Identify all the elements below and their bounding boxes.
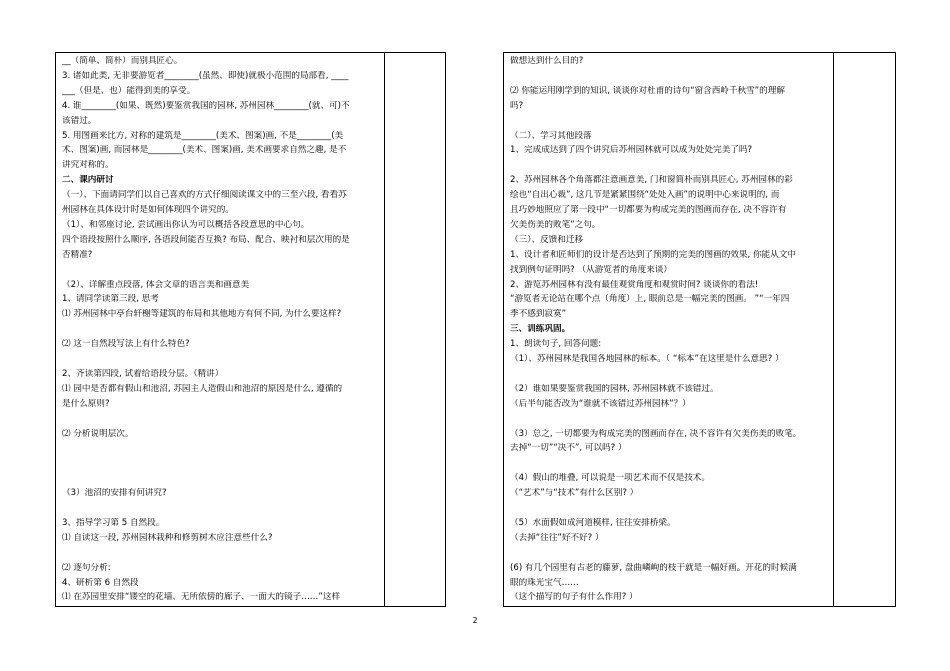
left-text-line: （1）、和邻座讨论, 尝试画出你认为可以概括各段意思的中心句。 bbox=[62, 219, 310, 230]
left-text-line: ⑵ 逐句分析: bbox=[62, 562, 111, 573]
left-text-line: ⑵ 这一自然段写法上有什么特色? bbox=[62, 339, 190, 350]
right-text-line: （三）、反馈和迁移 bbox=[510, 234, 584, 245]
left-text-line: 术、图案)画, 而园林是________(美术、图案)画, 美术画要求自然之趣, 是不 bbox=[62, 145, 347, 156]
left-main-cell bbox=[56, 53, 385, 606]
right-text-line: （4）假山的堆叠, 可以说是一项艺术而不仅是技术。 bbox=[510, 473, 710, 484]
right-text-line: （“艺术”与“技术”有什么区别? ） bbox=[510, 488, 639, 499]
left-text-line: （2）、详解重点段落, 体会文章的语言美和画意美 bbox=[62, 279, 250, 290]
left-text-line: 4. 谁________(如果、既然)要鉴赏我国的园林, 苏州园林________(就、可)不 bbox=[62, 100, 350, 111]
left-text-line: 州园林在具体设计时是如何体现四个讲究的。 bbox=[62, 205, 234, 215]
left-text-line: （一）、下面请同学们以自己喜欢的方式仔细阅读课文中的三至六段, 看看苏 bbox=[62, 190, 347, 201]
left-text-line: 四个语段按照什么顺序, 各语段间能否互换? 布局、配合、映衬和层次用的是 bbox=[62, 234, 350, 245]
right-text-line: ⑵ 你能运用刚学到的知识, 谈谈你对杜甫的诗句“窗含西岭千秋雪”的理解 bbox=[510, 85, 785, 96]
right-notes-cell bbox=[833, 53, 895, 606]
right-text-line: (6) 有几个园里有古老的藤萝, 盘曲嶙峋的枝干就是一幅好画。开花的时候满 bbox=[510, 562, 797, 573]
right-text-line: “游览者无论站在哪个点（角度）上, 眼前总是一幅完美的图画。 ”“一年四 bbox=[510, 294, 790, 305]
right-text-line: 且巧妙地照应了第一段中“一切都要为构成完美的图画而存在, 决不容许有 bbox=[510, 205, 787, 215]
right-text-line: 欠美伤美的败笔”之句。 bbox=[510, 219, 601, 230]
left-text-line: 2、齐读第四段, 试着给语段分层。（精讲） bbox=[62, 368, 224, 379]
right-text-line: （1）、苏州园林是我国各地园林的标本。（ “标本”在这里是什么意思? ） bbox=[510, 354, 784, 364]
right-text-line: （后半句能否改为“谁就不该错过苏州园林”？） bbox=[510, 398, 691, 409]
left-text-line: 是什么原则? bbox=[62, 398, 110, 409]
left-text-line: 4、研析第 6 自然段 bbox=[62, 577, 139, 588]
left-text-line: ⑴ 园中是否都有假山和池沼, 苏园主人造假山和池沼的原因是什么, 遵循的 bbox=[62, 383, 343, 394]
left-text-line: 二、课内研讨 bbox=[62, 175, 114, 186]
right-text-line: （5）水面假如成河道模样, 往往安排桥梁。 bbox=[510, 517, 676, 528]
right-text-line: 2、苏州园林各个角落都注意画意美, 门和窗简朴而别具匠心, 苏州园林的彩 bbox=[510, 175, 793, 186]
right-text-line: 1、完成成达到了四个讲究后苏州园林就可以成为处处完美了吗? bbox=[510, 145, 753, 156]
left-text-line: ___（但是、也）能得到美的享受。 bbox=[62, 85, 196, 96]
right-text-line: （去掉“往往”好不好? ） bbox=[510, 532, 604, 543]
right-text-line: 2、游览苏州园林有没有最佳观赏角度和观赏时间? 谈谈你的看法! bbox=[510, 279, 759, 290]
left-text-line: 3、指导学习第 5 自然段。 bbox=[62, 517, 165, 528]
right-text-line: 眼的珠光宝气…… bbox=[510, 577, 579, 588]
right-text-line: 三、训练巩固。 bbox=[510, 324, 571, 335]
left-text-line: ⑴ 在苏园里安排“镂空的花墙、无所依傍的廊子、一面大的镜子……”这样 bbox=[62, 592, 341, 603]
left-text-line: 讲究对称的。 bbox=[62, 160, 114, 171]
right-text-line: 去掉“一切”“决不”, 可以吗? ） bbox=[510, 443, 627, 454]
left-text-line: 否精准? bbox=[62, 249, 93, 260]
right-text-line: 做想达到什么目的? bbox=[510, 56, 584, 66]
left-text-line: ⑵ 分析说明层次。 bbox=[62, 428, 134, 439]
right-text-line: 季不感到寂寞” bbox=[510, 309, 567, 320]
left-table bbox=[55, 52, 446, 607]
left-text-line: 该错过。 bbox=[62, 115, 97, 126]
left-text-line: ⑴ 苏州园林中亭台轩榭等建筑的布局和其他地方有何不同, 为什么要这样? bbox=[62, 309, 342, 320]
right-text-line: （2）谁如果要鉴赏我国的园林, 苏州园林就不该错过。 bbox=[510, 383, 719, 394]
right-text-line: （这个描写的句子有什么作用? ） bbox=[510, 592, 638, 603]
left-text-line: 5. 用图画来比方, 对称的建筑是________(美术、图案)画, 不是________(美 bbox=[62, 130, 344, 141]
right-text-line: （3）总之, 一切都要为构成完美的图画而存在, 决不容许有欠美伤美的败笔。 bbox=[510, 428, 802, 439]
right-text-line: 找到例句证明吗? （从游览者的角度来谈） bbox=[510, 264, 672, 275]
left-text-line: 1、请同学读第三段, 思考 bbox=[62, 294, 159, 305]
right-text-line: 1、设计者和匠师们的设计是否达到了预期的完美的图画的效果, 你能从文中 bbox=[510, 249, 796, 260]
right-text-line: 吗? bbox=[510, 100, 524, 111]
page-number: 2 bbox=[472, 616, 478, 625]
left-text-line: ⑴ 自读这一段, 苏州园林栽种和修剪树木应注意些什么? bbox=[62, 532, 273, 543]
left-text-line: （3）池沼的安排有何讲究? bbox=[62, 488, 167, 499]
right-main-cell bbox=[504, 53, 834, 606]
right-text-line: 绘也“自出心裁”, 这几节是紧紧围绕“处处入画”的说明中心来说明的, 而 bbox=[510, 190, 780, 201]
left-text-line: __（简单、简朴）而别具匠心。 bbox=[62, 56, 183, 66]
right-text-line: （二）、学习其他段落 bbox=[510, 130, 592, 141]
right-table bbox=[503, 52, 896, 607]
left-notes-cell bbox=[384, 53, 445, 606]
left-text-line: 3. 诸如此类, 无非要游览者________(虽然、即使)就极小范围的局部看, ____ bbox=[62, 70, 349, 81]
right-text-line: 1、朗读句子, 回答问题: bbox=[510, 339, 602, 350]
